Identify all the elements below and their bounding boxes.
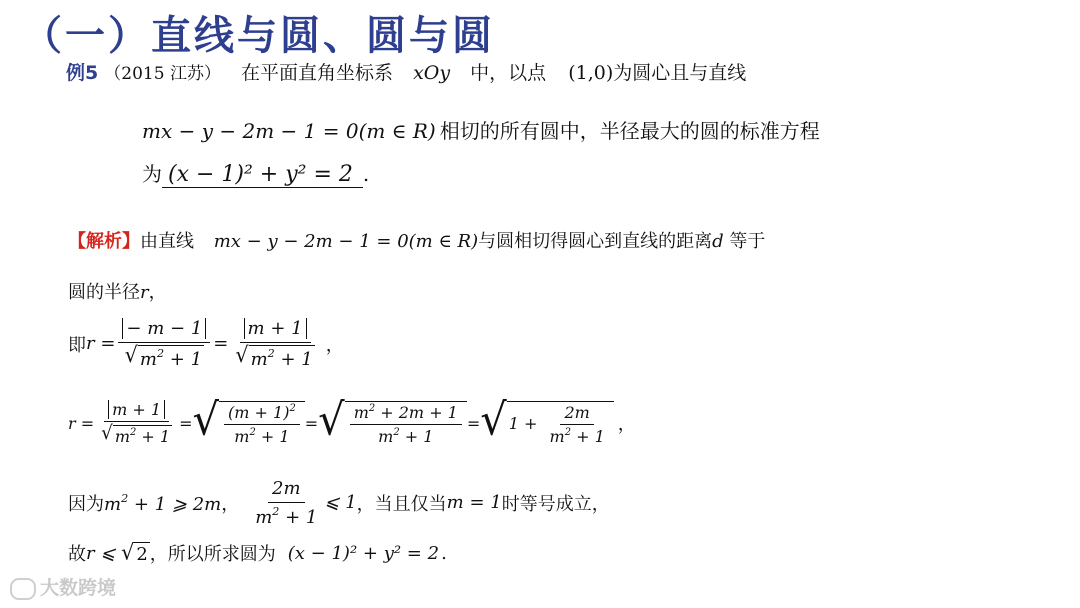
solution-text-7: ， <box>221 493 240 515</box>
solution-text-5: 即 <box>68 334 86 356</box>
radius-bound: r ⩽ √ 2 <box>86 538 148 565</box>
example-text-2: 中，以点 <box>470 62 547 84</box>
distance-symbol: d <box>712 231 724 252</box>
fraction-4: $\frac{2m}{m^2 + 1}$ <box>255 478 318 528</box>
solution-comma-1: ， <box>148 282 167 303</box>
line-equation: mx − y − 2m − 1 = 0 <box>142 119 359 143</box>
solution-text-2: 与圆相切得圆心到直线的距离 <box>478 231 713 252</box>
radius-symbol: r <box>140 282 149 303</box>
solution-text-11: ，所以所求圆为 <box>149 544 276 565</box>
solution-text-3: 等于 <box>729 231 766 252</box>
fraction-1: − m − 1 √ $m^2 + 1$ <box>118 318 210 370</box>
formula-r-2: r = <box>68 413 95 433</box>
equality-condition: m = 1 <box>446 492 502 514</box>
solution-line-5 <box>68 478 610 528</box>
center-point: (1,0) <box>568 62 614 84</box>
formula-r-1: r = <box>86 333 116 355</box>
example-line-1 <box>66 58 746 85</box>
example-source: （2015 江苏） <box>104 64 221 84</box>
solution-text-8: ，当且仅当 <box>356 493 447 515</box>
solution-comma-2: ， <box>325 334 344 356</box>
solution-line-2 <box>68 278 167 304</box>
example-line-2 <box>142 115 820 144</box>
sqrt-fraction-2: √ $\frac{m^2 + 2m + 1}{m^2 + 1}$ <box>318 401 467 446</box>
fraction-2: m + 1 √ $m^2 + 1$ <box>235 318 313 370</box>
sqrt-fraction-3: √ 1 + $\frac{2m}{m^2 + 1}$ <box>480 401 614 446</box>
answer-blank: (x − 1)² + y² = 2 <box>162 162 363 188</box>
fraction-3: m + 1 √ $m^2 + 1$ <box>101 400 171 447</box>
final-period: . <box>441 542 447 564</box>
example-label: 例5 <box>66 62 99 84</box>
watermark <box>10 573 116 600</box>
inequality-1: $m^2 + 1$ ⩾ 2m <box>104 491 222 515</box>
solution-m-condition: (m ∈ R) <box>408 231 479 252</box>
example-text-3: 为圆心且与直线 <box>613 62 747 84</box>
solution-line-6 <box>68 540 447 566</box>
solution-text-10: 故 <box>68 544 86 565</box>
solution-text-1: 由直线 <box>140 231 194 252</box>
example-text-1: 在平面直角坐标系 <box>241 62 394 84</box>
solution-comma-3: ， <box>617 414 636 436</box>
watermark-logo-icon <box>10 578 36 600</box>
example-text-5: 为 <box>142 162 162 186</box>
solution-label: 【解析】 <box>68 231 140 252</box>
sqrt-fraction-1: √ $\frac{(m + 1)^2}{m^2 + 1}$ <box>193 401 305 446</box>
answer-period: . <box>362 162 370 186</box>
xoy-symbol: xOy <box>413 62 451 84</box>
inequality-2: ⩽ 1 <box>324 492 357 514</box>
solution-line-equation: mx − y − 2m − 1 = 0 <box>213 231 409 252</box>
solution-text-9: 时等号成立， <box>501 493 610 515</box>
m-condition: (m ∈ R) <box>358 119 436 143</box>
solution-line-1 <box>68 227 765 253</box>
watermark-text: 大数跨境 <box>40 577 117 599</box>
example-line-3 <box>142 158 369 188</box>
solution-line-3: 即 r = − m − 1 √ $m^2 + 1$ = m + 1 √ $m^2 + 1$ ， <box>68 318 344 370</box>
solution-text-6: 因为 <box>68 493 104 515</box>
page-title: （一）直线与圆、圆与圆 <box>22 13 495 59</box>
example-text-4: 相切的所有圆中，半径最大的圆的标准方程 <box>439 119 820 143</box>
final-circle-equation: (x − 1)² + y² = 2 <box>287 542 440 564</box>
solution-line-4: r = m + 1 √ $m^2 + 1$ = √ $\frac{(m + 1)^2}{m^2 + 1}$ = √ $\frac{m^2 + 2m + 1}{m^2 + 1}$ = √ 1 + $\frac{2m}{m^2 + 1}$ ， <box>68 393 636 447</box>
solution-text-4: 圆的半径 <box>68 282 140 303</box>
